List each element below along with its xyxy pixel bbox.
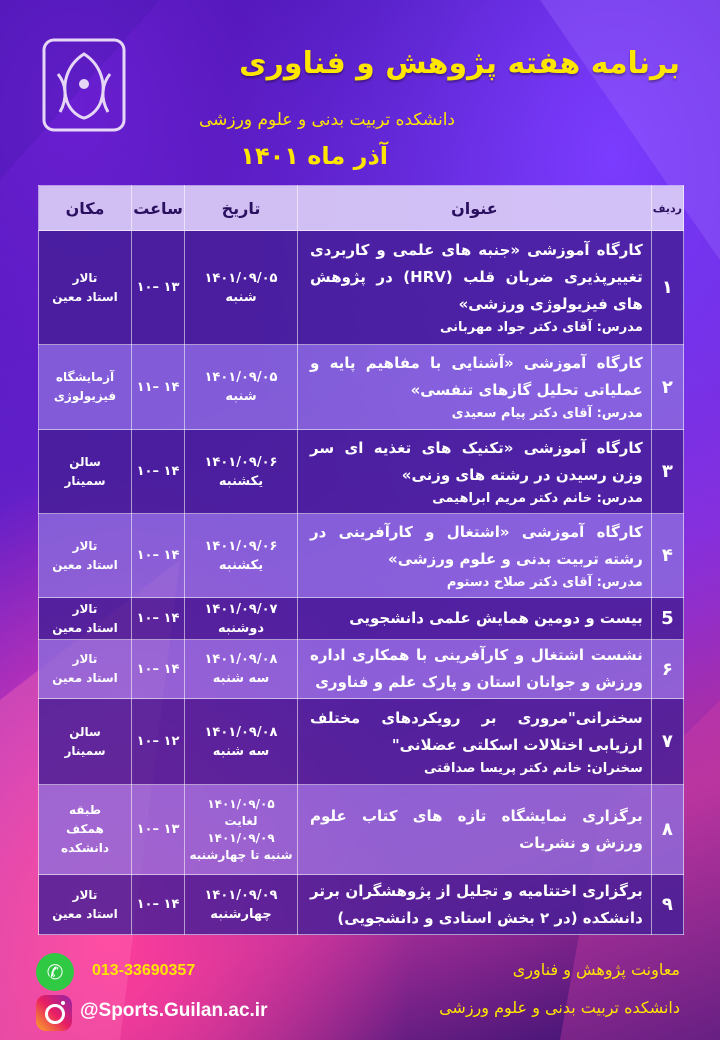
date-cell [185, 875, 298, 935]
event-day: شنبه [225, 289, 257, 305]
row-number: ۶ [651, 640, 683, 699]
table-row [39, 345, 684, 430]
event-place: طبقه [68, 803, 102, 817]
event-speaker: مدرس: آقای دکتر صلاح دستوم [446, 574, 643, 590]
date-cell [185, 785, 298, 875]
table-row [39, 875, 684, 935]
university-logo [38, 34, 130, 174]
event-day: چهارشنبه [210, 906, 272, 922]
instagram-handle[interactable]: @Sports.Guilan.ac.ir [80, 1000, 268, 1021]
place-cell [39, 640, 132, 699]
date-cell [185, 699, 298, 785]
event-cell [298, 640, 652, 699]
event-place-detail: استاد معین [52, 557, 118, 572]
footer-org-line2: دانشکده تربیت بدنی و علوم ورزشی [439, 998, 680, 1017]
event-place-detail: سمینار [64, 473, 106, 488]
row-number: ۹ [651, 875, 683, 935]
event-date-until: لغایت [224, 813, 258, 828]
event-title: کارگاه آموزشی «اشتغال و کارآفرینی در رشته تربیت بدنی و علوم ورزشی» [310, 522, 643, 568]
row-number: ۷ [651, 699, 683, 785]
table-row [39, 640, 684, 699]
table-row [39, 785, 684, 875]
phone-number[interactable]: 013-33690357 [92, 962, 196, 979]
header-title: عنوان [298, 186, 652, 231]
event-cell [298, 231, 652, 345]
event-date: ۱۴۰۱/۰۹/۰۹ [204, 887, 278, 903]
event-time: ۱۴ –۱۱ [132, 345, 185, 430]
place-cell [39, 231, 132, 345]
place-cell [39, 785, 132, 875]
event-cell [298, 345, 652, 430]
date-cell [185, 231, 298, 345]
event-time: ۱۳ –۱۰ [132, 231, 185, 345]
event-date: ۱۴۰۱/۰۹/۰۶ [204, 454, 278, 470]
header-num: ردیف [651, 186, 683, 231]
event-place-detail: استاد معین [52, 906, 118, 921]
event-place: آزمایشگاه [55, 370, 115, 384]
event-day: شنبه تا چهارشنبه [189, 847, 293, 862]
event-place: تالار [72, 601, 98, 616]
event-title: بیست و دومین همایش علمی دانشجویی [349, 609, 643, 627]
date-cell [185, 598, 298, 640]
row-number: ۳ [651, 430, 683, 514]
schedule-table [38, 185, 684, 935]
place-cell [39, 875, 132, 935]
event-time: ۱۴ –۱۰ [132, 430, 185, 514]
event-place: تالار [72, 270, 98, 285]
page-title: برنامه هفته پژوهش و فناوری [239, 46, 680, 81]
place-cell [39, 345, 132, 430]
event-place: تالار [72, 652, 98, 666]
event-place-detail: همکف [66, 822, 104, 836]
event-title: برگزاری نمایشگاه تازه های کتاب علوم ورزش و نشریات [310, 806, 643, 852]
date-cell [185, 430, 298, 514]
row-number: ۲ [651, 345, 683, 430]
event-date: ۱۴۰۱/۰۹/۰۶ [204, 538, 278, 554]
table-row [39, 231, 684, 345]
event-place-detail: استاد معین [52, 289, 118, 304]
event-title: کارگاه آموزشی «تکنیک های تغذیه ای سر وزن رسیدن در رشته های وزنی» [310, 438, 643, 484]
header-time: ساعت [132, 186, 185, 231]
event-date: ۱۴۰۱/۰۹/۰۵ [204, 270, 278, 286]
event-time: ۱۲ –۱۰ [132, 699, 185, 785]
place-cell [39, 699, 132, 785]
event-cell [298, 785, 652, 875]
event-day: شنبه [225, 389, 257, 404]
header-date: تاریخ [185, 186, 298, 231]
event-title: نشست اشتغال و کارآفرینی با همکاری اداره ورزش و جوانان استان و پارک علم و فناوری [310, 646, 643, 691]
event-day: دوشنبه [217, 620, 265, 636]
place-cell [39, 514, 132, 598]
event-day: یکشنبه [218, 473, 264, 489]
event-place: سالن [69, 454, 101, 469]
event-day: یکشنبه [218, 557, 264, 573]
event-time: ۱۴ –۱۰ [132, 598, 185, 640]
event-time: ۱۴ –۱۰ [132, 640, 185, 699]
row-number: ۸ [651, 785, 683, 875]
event-cell [298, 598, 652, 640]
table-header-row [39, 186, 684, 231]
event-date-end: ۱۴۰۱/۰۹/۰۹ [207, 830, 275, 845]
faculty-subtitle: دانشکده تربیت بدنی و علوم ورزشی [199, 110, 455, 130]
event-title: کارگاه آموزشی «جنبه های علمی و کاربردی تغییرپذیری ضربان قلب (HRV) در پژوهش های فیزیولوژی ورزشی» [310, 241, 643, 313]
date-cell [185, 514, 298, 598]
event-time: ۱۳ –۱۰ [132, 785, 185, 875]
table-row [39, 514, 684, 598]
event-place-detail: استاد معین [52, 671, 118, 685]
event-place: تالار [72, 887, 98, 902]
event-place-detail: سمینار [64, 743, 106, 758]
event-time: ۱۴ –۱۰ [132, 875, 185, 935]
footer-org-line1: معاونت پژوهش و فناوری [512, 960, 680, 979]
event-speaker: مدرس: آقای دکتر پیام سعیدی [451, 406, 643, 421]
month-date: آذر ماه ۱۴۰۱ [240, 142, 388, 170]
place-cell [39, 430, 132, 514]
event-cell [298, 514, 652, 598]
instagram-icon[interactable] [36, 995, 72, 1031]
event-place: تالار [72, 538, 98, 553]
event-title: برگزاری اختتامیه و تجلیل از پژوهشگران برتر دانشکده (در ۲ بخش استادی و دانشجویی) [310, 881, 643, 927]
event-cell [298, 699, 652, 785]
event-speaker: سخنران: خانم دکتر پریسا صداقتی [423, 760, 643, 776]
date-cell [185, 640, 298, 699]
event-date: ۱۴۰۱/۰۹/۰۵ [207, 796, 275, 811]
event-date: ۱۴۰۱/۰۹/۰۷ [204, 601, 278, 617]
table-row [39, 699, 684, 785]
event-cell [298, 430, 652, 514]
date-cell [185, 345, 298, 430]
header-place: مکان [39, 186, 132, 231]
event-day: سه شنبه [212, 743, 270, 759]
table-row [39, 430, 684, 514]
event-place-detail: فیزیولوژی [53, 389, 117, 403]
event-cell [298, 875, 652, 935]
event-place-detail: استاد معین [52, 620, 118, 635]
event-time: ۱۴ –۱۰ [132, 514, 185, 598]
event-date: ۱۴۰۱/۰۹/۰۵ [204, 370, 278, 385]
event-title: سخنرانی"مروری بر رویکردهای مختلف ارزیابی اختلالات اسکلتی عضلانی" [310, 708, 643, 754]
table-row [39, 598, 684, 640]
row-number: ۱ [651, 231, 683, 345]
event-speaker: مدرس: آقای دکتر جواد مهربانی [439, 320, 643, 335]
event-speaker: مدرس: خانم دکتر مریم ابراهیمی [432, 490, 643, 506]
event-day: سه شنبه [212, 671, 270, 686]
place-cell [39, 598, 132, 640]
event-title: کارگاه آموزشی «آشنایی با مفاهیم پایه و عملیاتی تحلیل گازهای تنفسی» [310, 354, 643, 399]
row-number: 5 [651, 598, 683, 640]
event-place-extra: دانشکده [61, 841, 109, 855]
event-date: ۱۴۰۱/۰۹/۰۸ [204, 724, 278, 740]
event-place: سالن [69, 724, 101, 739]
row-number: ۴ [651, 514, 683, 598]
event-date: ۱۴۰۱/۰۹/۰۸ [204, 652, 278, 667]
phone-icon[interactable]: ✆ [36, 953, 74, 991]
